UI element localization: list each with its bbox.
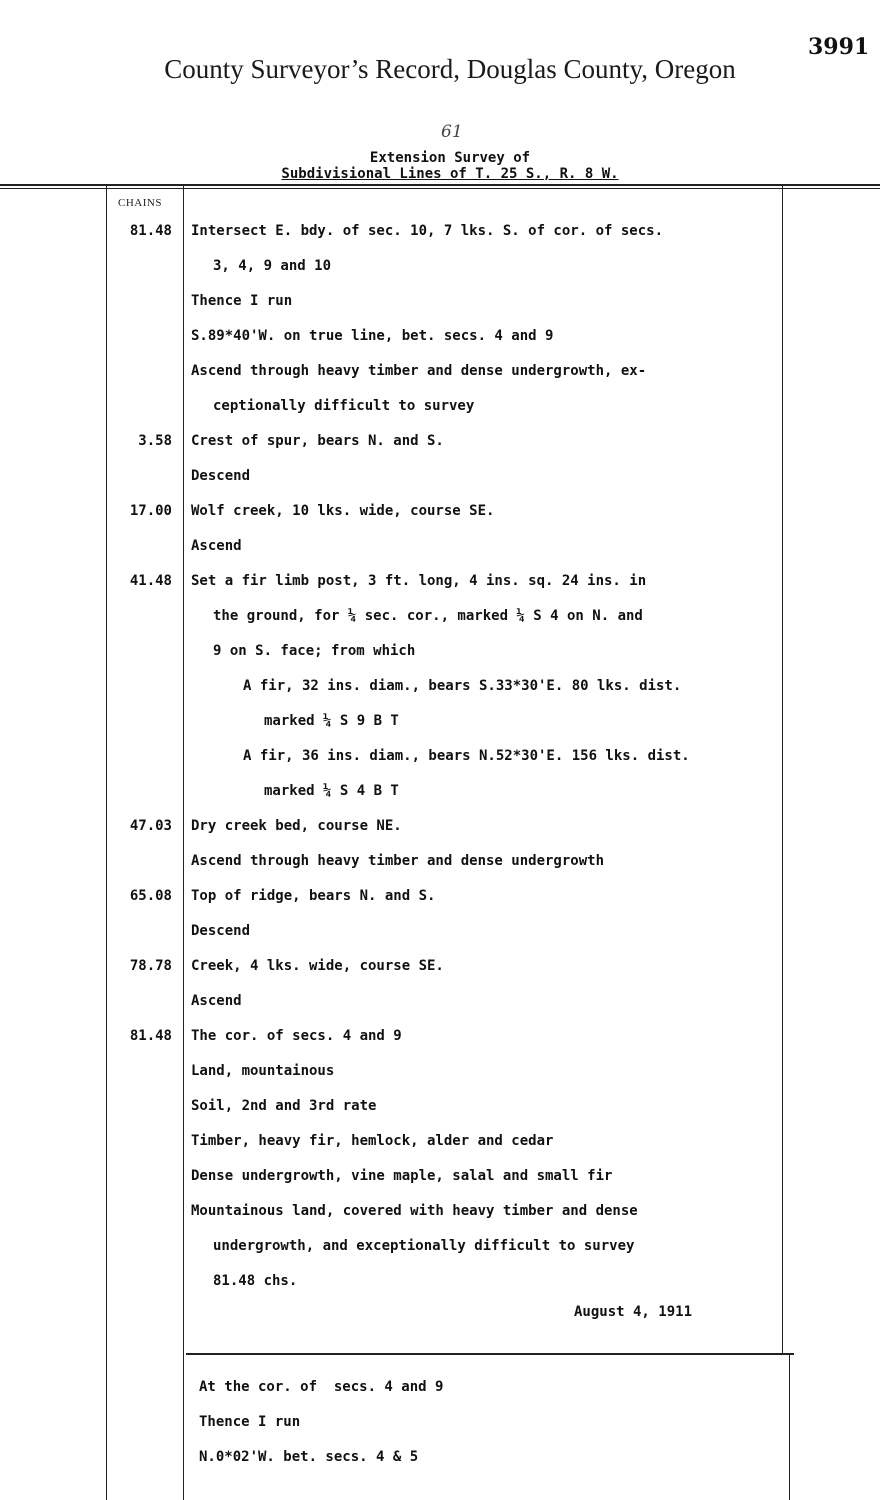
note-row xyxy=(0,1201,880,1236)
note-row xyxy=(0,1377,880,1412)
note-row xyxy=(0,466,880,501)
note-text: Ascend xyxy=(191,538,242,554)
note-row xyxy=(0,886,880,921)
chain-distance: 3.58 xyxy=(138,433,172,449)
note-row xyxy=(0,1026,880,1061)
note-row xyxy=(0,816,880,851)
note-row xyxy=(0,1131,880,1166)
survey-title xyxy=(230,150,670,182)
chain-distance: 41.48 xyxy=(129,573,172,589)
chain-distance: 65.08 xyxy=(129,888,172,904)
note-text: Descend xyxy=(191,468,251,484)
handwritten-number: 61 xyxy=(441,122,463,142)
note-text: Dry creek bed, course NE. xyxy=(191,818,402,834)
note-row xyxy=(0,991,880,1026)
note-row xyxy=(0,501,880,536)
note-text: A fir, 36 ins. diam., bears N.52*30'E. 156 lks. dist. xyxy=(243,748,690,764)
record-title: County Surveyor’s Record, Douglas County, Oregon xyxy=(164,54,736,84)
note-text: The cor. of secs. 4 and 9 xyxy=(191,1028,402,1044)
chain-distance: 47.03 xyxy=(129,818,172,834)
chain-distance: 78.78 xyxy=(129,958,172,974)
chain-distance: 81.48 xyxy=(129,1028,172,1044)
note-text: Dense undergrowth, vine maple, salal and small fir xyxy=(191,1168,613,1184)
note-text: Top of ridge, bears N. and S. xyxy=(191,888,436,904)
note-text: Thence I run xyxy=(191,293,293,309)
top-rule-thin xyxy=(0,188,880,189)
note-row xyxy=(0,1236,880,1271)
note-row xyxy=(0,641,880,676)
chain-distance: 81.48 xyxy=(129,223,172,239)
note-row xyxy=(0,1271,880,1306)
note-text: Creek, 4 lks. wide, course SE. xyxy=(191,958,444,974)
note-row xyxy=(0,746,880,781)
note-row xyxy=(0,571,880,606)
note-text: Thence I run xyxy=(199,1414,301,1430)
note-text: Timber, heavy fir, hemlock, alder and cedar xyxy=(191,1133,554,1149)
note-row xyxy=(0,1412,880,1447)
survey-title-line1: Extension Survey of xyxy=(369,150,531,166)
note-text: Soil, 2nd and 3rd rate xyxy=(191,1098,377,1114)
note-text: A fir, 32 ins. diam., bears S.33*30'E. 80 lks. dist. xyxy=(243,678,682,694)
survey-title-line2: Subdivisional Lines of T. 25 S., R. 8 W. xyxy=(281,166,619,182)
note-row xyxy=(0,1447,880,1482)
note-text: marked ¼ S 9 B T xyxy=(264,713,399,729)
survey-date: August 4, 1911 xyxy=(574,1304,693,1320)
note-row xyxy=(0,781,880,816)
note-text: S.89*40'W. on true line, bet. secs. 4 and 9 xyxy=(191,328,554,344)
note-text: Ascend xyxy=(191,993,242,1009)
note-text: Intersect E. bdy. of sec. 10, 7 lks. S. of cor. of secs. xyxy=(191,223,664,239)
chain-distance: 17.00 xyxy=(129,503,172,519)
note-text: Land, mountainous xyxy=(191,1063,335,1079)
note-row xyxy=(0,221,880,256)
note-text: Mountainous land, covered with heavy timber and dense xyxy=(191,1203,638,1219)
note-row xyxy=(0,851,880,886)
note-row xyxy=(0,711,880,746)
note-text: 81.48 chs. xyxy=(213,1273,298,1289)
note-row xyxy=(0,256,880,291)
note-text: N.0*02'W. bet. secs. 4 & 5 xyxy=(199,1449,419,1465)
note-row xyxy=(0,326,880,361)
note-row xyxy=(0,1166,880,1201)
note-row xyxy=(0,676,880,711)
note-row xyxy=(0,361,880,396)
note-row xyxy=(0,921,880,956)
top-rule xyxy=(0,184,880,186)
note-text: At the cor. of secs. 4 and 9 xyxy=(199,1379,444,1395)
note-text: 9 on S. face; from which xyxy=(213,643,416,659)
note-row xyxy=(0,431,880,466)
note-text: marked ¼ S 4 B T xyxy=(264,783,399,799)
note-row xyxy=(0,396,880,431)
note-text: Set a fir limb post, 3 ft. long, 4 ins. sq. 24 ins. in xyxy=(191,573,647,589)
note-text: undergrowth, and exceptionally difficult to survey xyxy=(213,1238,635,1254)
note-row xyxy=(0,956,880,991)
section-divider xyxy=(186,1353,794,1355)
note-row xyxy=(0,536,880,571)
note-text: Descend xyxy=(191,923,251,939)
note-text: 3, 4, 9 and 10 xyxy=(213,258,332,274)
note-text: Ascend through heavy timber and dense undergrowth, ex- xyxy=(191,363,647,379)
page-number: 3991 xyxy=(808,34,870,60)
note-row xyxy=(0,291,880,326)
note-text: ceptionally difficult to survey xyxy=(213,398,475,414)
note-row xyxy=(0,606,880,641)
chains-column-header: CHAINS xyxy=(118,197,162,209)
note-row xyxy=(0,1061,880,1096)
note-row xyxy=(0,1096,880,1131)
note-text: Crest of spur, bears N. and S. xyxy=(191,433,444,449)
note-text: Ascend through heavy timber and dense undergrowth xyxy=(191,853,605,869)
note-text: Wolf creek, 10 lks. wide, course SE. xyxy=(191,503,495,519)
note-text: the ground, for ¼ sec. cor., marked ¼ S 4 on N. and xyxy=(213,608,643,624)
